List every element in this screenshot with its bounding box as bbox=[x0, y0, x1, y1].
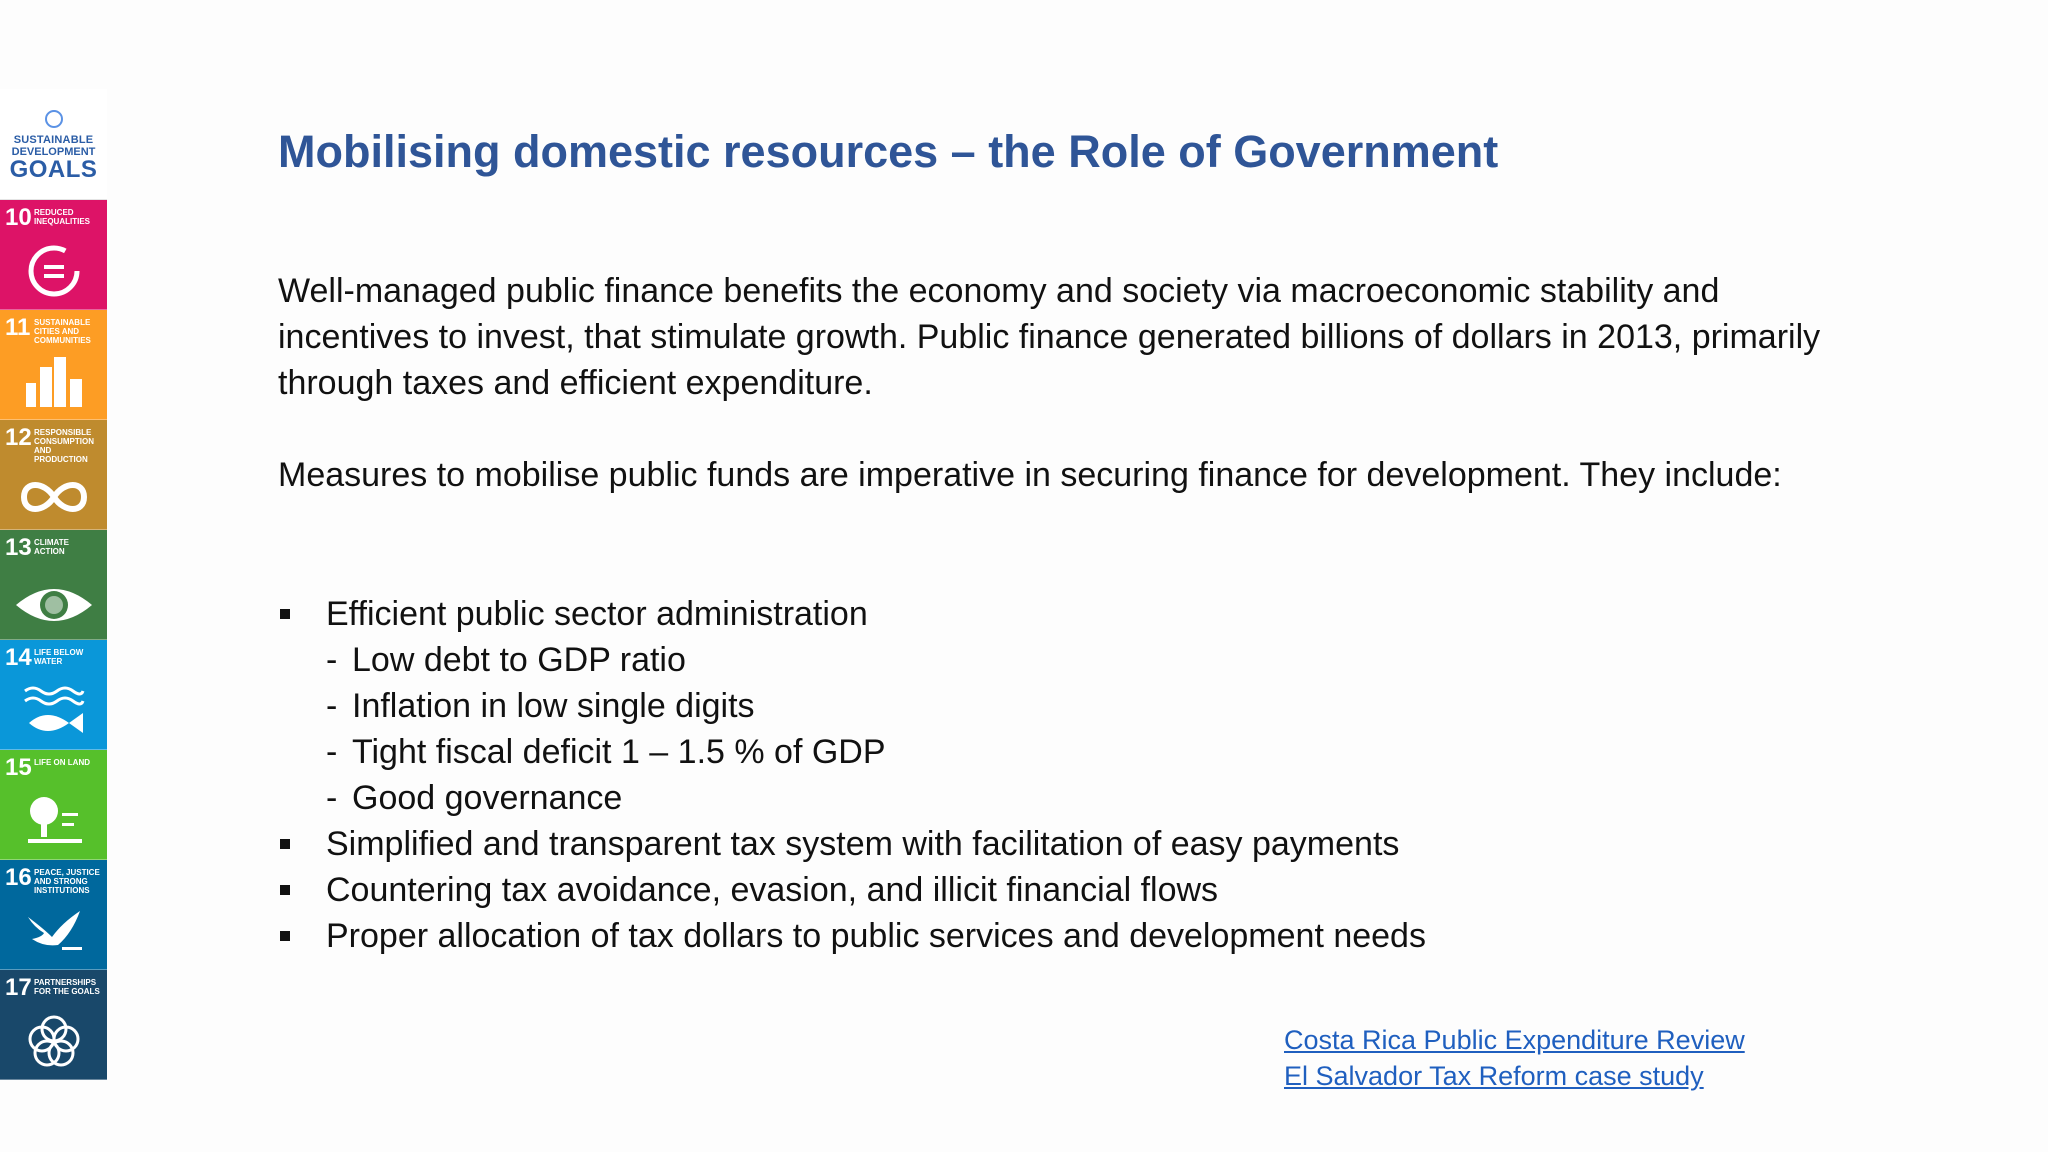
sdg-goal-16 bbox=[0, 860, 107, 970]
sdg-goal-11 bbox=[0, 310, 107, 420]
sdg-goal-10 bbox=[0, 200, 107, 310]
sub-list-item-text: Good governance bbox=[352, 779, 623, 817]
dash-bullet: - bbox=[326, 733, 338, 771]
sdg-goal-14 bbox=[0, 640, 107, 750]
sub-list-item-text: Inflation in low single digits bbox=[352, 687, 755, 725]
list-item bbox=[278, 821, 1426, 867]
sdg-goal-15 bbox=[0, 750, 107, 860]
sub-list-item bbox=[278, 775, 1426, 821]
sdg-goal-12 bbox=[0, 420, 107, 530]
goal-label: PEACE, JUSTICE AND STRONG INSTITUTIONS bbox=[34, 868, 100, 895]
list-item-text: Efficient public sector administration bbox=[326, 595, 868, 633]
fish-icon bbox=[0, 683, 107, 739]
sub-list-item-text: Tight fiscal deficit 1 – 1.5 % of GDP bbox=[352, 733, 886, 771]
measures-list bbox=[278, 591, 1426, 959]
measures-paragraph: Measures to mobilise public funds are imperative in securing finance for development. They include: bbox=[278, 456, 1782, 494]
rings-icon bbox=[0, 1013, 107, 1069]
eye-globe-icon bbox=[0, 581, 107, 629]
goal-label: LIFE BELOW WATER bbox=[34, 648, 84, 666]
sdg-goal-13 bbox=[0, 530, 107, 640]
sdg-goal-17 bbox=[0, 970, 107, 1080]
reference-links bbox=[1284, 1022, 1745, 1094]
list-item-text: Countering tax avoidance, evasion, and illicit financial flows bbox=[326, 871, 1219, 909]
costa-rica-review-link[interactable]: Costa Rica Public Expenditure Review bbox=[1284, 1025, 1745, 1055]
sdg-logo-line1: SUSTAINABLE bbox=[13, 134, 94, 146]
sdg-logo-line3: GOALS bbox=[9, 156, 98, 183]
goal-label: RESPONSIBLE CONSUMPTION AND PRODUCTION bbox=[34, 428, 94, 464]
goal-label: SUSTAINABLE CITIES AND COMMUNITIES bbox=[34, 318, 91, 345]
list-item bbox=[278, 913, 1426, 959]
goal-number: 14 bbox=[5, 644, 32, 671]
list-item bbox=[278, 867, 1426, 913]
sub-list-container bbox=[278, 637, 1426, 821]
square-bullet-icon bbox=[280, 839, 290, 849]
equality-icon bbox=[0, 243, 107, 299]
goal-number: 13 bbox=[5, 534, 32, 561]
goal-label: PARTNERSHIPS FOR THE GOALS bbox=[34, 978, 100, 996]
goal-number: 10 bbox=[5, 204, 32, 231]
sub-list-item bbox=[278, 683, 1426, 729]
square-bullet-icon bbox=[280, 931, 290, 941]
sdg-sidebar bbox=[0, 89, 107, 1080]
list-item-text: Proper allocation of tax dollars to public services and development needs bbox=[326, 917, 1426, 955]
intro-paragraph: Well-managed public finance benefits the economy and society via macroeconomic stability and incentives to invest, that stimulate growth. Public finance generated billions of dollars in 2013, primarily through taxes and efficient expenditure. bbox=[278, 272, 1821, 402]
goal-number: 16 bbox=[5, 864, 32, 891]
dove-icon bbox=[0, 903, 107, 959]
goal-number: 17 bbox=[5, 974, 32, 1001]
un-emblem-icon bbox=[45, 110, 63, 128]
goal-label: REDUCED INEQUALITIES bbox=[34, 208, 91, 226]
dash-bullet: - bbox=[326, 687, 338, 725]
sub-list bbox=[278, 637, 1426, 821]
goal-label: LIFE ON LAND bbox=[34, 758, 90, 767]
el-salvador-case-study-link[interactable]: El Salvador Tax Reform case study bbox=[1284, 1061, 1704, 1091]
sub-list-item bbox=[278, 637, 1426, 683]
square-bullet-icon bbox=[280, 609, 290, 619]
list-item-text: Simplified and transparent tax system with facilitation of easy payments bbox=[326, 825, 1400, 863]
sub-list-item-text: Low debt to GDP ratio bbox=[352, 641, 686, 679]
sub-list-item bbox=[278, 729, 1426, 775]
dash-bullet: - bbox=[326, 779, 338, 817]
goal-number: 15 bbox=[5, 754, 32, 781]
dash-bullet: - bbox=[326, 641, 338, 679]
infinity-icon bbox=[0, 475, 107, 519]
sdg-logo-line2: DEVELOPMENT bbox=[11, 146, 96, 158]
goal-number: 12 bbox=[5, 424, 32, 451]
goal-number: 11 bbox=[5, 314, 31, 341]
list-item bbox=[278, 591, 1426, 637]
square-bullet-icon bbox=[280, 885, 290, 895]
tree-icon bbox=[0, 793, 107, 849]
sdg-logo bbox=[0, 89, 107, 200]
city-icon bbox=[0, 353, 107, 409]
slide-title: Mobilising domestic resources – the Role of Government bbox=[278, 126, 1499, 177]
goal-label: CLIMATE ACTION bbox=[34, 538, 69, 556]
